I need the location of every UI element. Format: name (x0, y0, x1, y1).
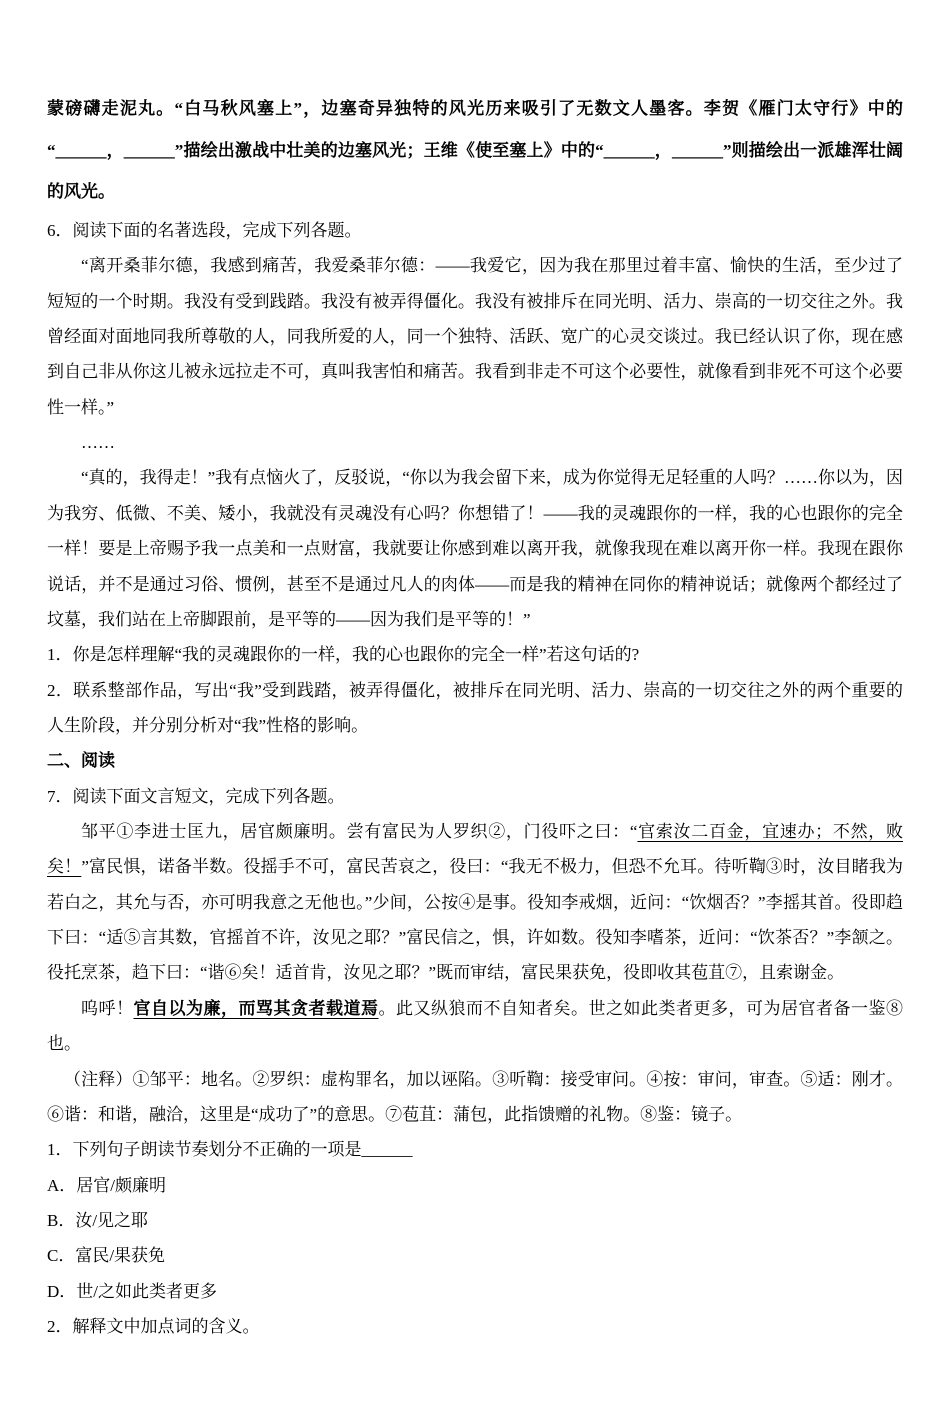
intro-paragraph: 蒙磅礴走泥丸。“白马秋风塞上”，边塞奇异独特的风光历来吸引了无数文人墨客。李贺《雁门太守行》中的“______，______”描绘出激战中壮美的边塞风光；王维《使至塞上》中的“______，______”则描绘出一派雄浑壮阔的风光。 (47, 99, 903, 202)
q7-passage-post: ”富民惧，诺备半数。役摇手不可，富民苦哀之，役曰：“我无不极力，但恐不允耳。待听鞫③时，汝目睹我为若白之，其允与否，亦可明我意之无他也。”少间，公按④是事。役知李戒烟，近问：“饮烟否？”李摇其首。役即趋下曰：“适⑤言其数，官摇首不许，汝见之耶？”富民信之，惧，许如数。役知李嗜茶，近问：“饮茶否？”李颔之。役托烹茶，趋下曰：“谐⑥矣！适首肯，汝见之耶？”既而审结，富民果获免，役即收其苞苴⑦，且索谢金。 (47, 857, 904, 983)
question-7-heading: 7．阅读下面文言短文，完成下列各题。 (47, 786, 345, 806)
q7-option-c: C．富民/果获免 (47, 1246, 166, 1266)
q7-passage-pre: 邹平①李进士匡九，居官颇廉明。尝有富民为人罗织②，门役吓之曰：“ (81, 822, 638, 842)
q7-comment-underlined-clause: 官自以为廉，而骂其贪者载道焉 (133, 998, 379, 1018)
q7-notes: （注释）①邹平：地名。②罗织：虚构罪名，加以诬陷。③听鞫：接受审问。④按：审问，审查。⑤适：刚才。⑥谐：和谐，融洽，这里是“成功了”的意思。⑦苞苴：蒲包，此指馈赠的礼物。⑧鉴：镜子。 (47, 1069, 903, 1124)
q7-passage-underlined-clause: 官索汝二百金，宜速办；不然，败矣！ (47, 822, 904, 877)
q7-option-d: D．世/之如此类者更多 (47, 1281, 217, 1301)
q6-quote-paragraph-1: “离开桑菲尔德，我感到痛苦，我爱桑菲尔德：——我爱它，因为我在那里过着丰富、愉快的生活，至少过了短短的一个时期。我没有受到践踏。我没有被弄得僵化。我没有被排斥在同光明、活力、崇高的一切交往之外。我曾经面对面地同我所尊敬的人，同我所爱的人，同一个独特、活跃、宽广的心灵交谈过。我已经认识了你，现在感到自己非从你这儿被永远拉走不可，真叫我害怕和痛苦。我看到非走不可这个必要性，就像看到非死不可这个必要性一样。” (47, 256, 903, 417)
q7-author-comment (47, 991, 903, 1062)
q7-option-b: B．汝/见之耶 (47, 1210, 149, 1230)
section-2-heading: 二、阅读 (47, 751, 115, 771)
q7-comment-post: 。此又纵狼而不自知者矣。世之如此类者更多，可为居官者备一鉴⑧也。 (47, 998, 903, 1054)
q7-classical-passage (47, 814, 903, 991)
question-6-heading: 6．阅读下面的名著选段，完成下列各题。 (47, 220, 362, 240)
q6-subquestion-1: 1．你是怎样理解“我的灵魂跟你的一样，我的心也跟你的完全一样”若这句话的? (47, 645, 640, 665)
q7-comment-pre: 呜呼！ (81, 998, 134, 1018)
q6-subquestion-2: 2．联系整部作品，写出“我”受到践踏，被弄得僵化，被排斥在同光明、活力、崇高的一切交往之外的两个重要的人生阶段，并分别分析对“我”性格的影响。 (47, 680, 903, 735)
q7-subquestion-1: 1．下列句子朗读节奏划分不正确的一项是______ (47, 1140, 413, 1160)
q6-ellipsis: …… (81, 433, 115, 453)
q7-option-a: A．居官/颇廉明 (47, 1175, 166, 1195)
q7-subquestion-2: 2．解释文中加点词的含义。 (47, 1317, 260, 1337)
q6-quote-paragraph-2: “真的，我得走！”我有点恼火了，反驳说，“你以为我会留下来，成为你觉得无足轻重的人吗？……你以为，因为我穷、低微、不美、矮小，我就没有灵魂没有心吗？你想错了！——我的灵魂跟你的一样，我的心也跟你的完全一样！要是上帝赐予我一点美和一点财富，我就要让你感到难以离开我，就像我现在难以离开你一样。我现在跟你说话，并不是通过习俗、惯例，甚至不是通过凡人的肉体——而是我的精神在同你的精神说话；就像两个都经过了坟墓，我们站在上帝脚跟前，是平等的——因为我们是平等的！” (47, 468, 903, 629)
